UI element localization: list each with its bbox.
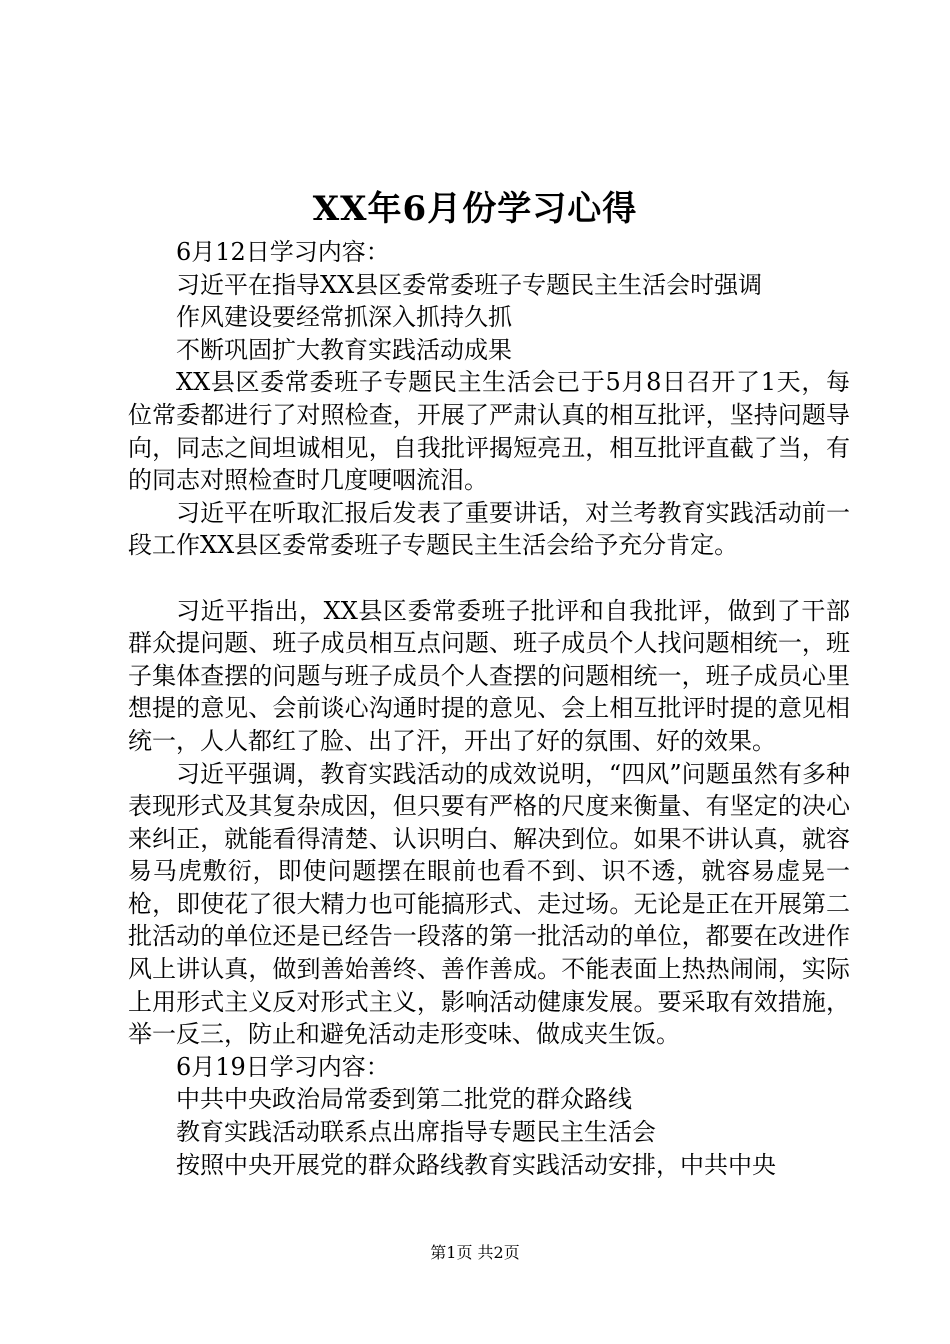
page-number: 第1页 共2页 <box>430 1243 520 1262</box>
body-paragraph: 习近平在听取汇报后发表了重要讲话，对兰考教育实践活动前一段工作XX县区委常委班子专题民主生活会给予充分肯定。 <box>128 498 850 560</box>
headline-line-3: 不断巩固扩大教育实践活动成果 <box>176 335 512 364</box>
body-paragraph: 习近平强调，教育实践活动的成效说明，“四风”问题虽然有多种表现形式及其复杂成因，但只要有严格的尺度来衡量、有坚定的决心来纠正，就能看得清楚、认识明白、解决到位。如果不讲认真，就容易马虎敷衍，即使问题摆在眼前也看不到、识不透，就容易虚晃一枪，即使花了很大精力也可能搞形式、走过场。无论是正在开展第二批活动的单位还是已经告一段落的第一批活动的单位，都要在改进作风上讲认真，做到善始善终、善作善成。不能表面上热热闹闹，实际上用形式主义反对形式主义，影响活动健康发展。要采取有效措施，举一反三，防止和避免活动走形变味、做成夹生饭。 <box>128 759 850 1049</box>
body-paragraph: 按照中央开展党的群众路线教育实践活动安排，中共中央 <box>176 1150 776 1179</box>
body-paragraph: XX县区委常委班子专题民主生活会已于5月8日召开了1天，每位常委都进行了对照检查，开展了严肃认真的相互批评，坚持问题导向，同志之间坦诚相见，自我批评揭短亮丑，相互批评直截了当，有的同志对照检查时几度哽咽流泪。 <box>128 368 850 495</box>
document-title: XX年6月份学习心得 <box>312 189 638 229</box>
headline-line-1: 中共中央政治局常委到第二批党的群众路线 <box>176 1085 632 1114</box>
headline-line-2: 作风建设要经常抓深入抓持久抓 <box>176 303 512 332</box>
headline-line-2: 教育实践活动联系点出席指导专题民主生活会 <box>176 1118 656 1147</box>
document-body <box>128 236 850 1181</box>
headline-line-1: 习近平在指导XX县区委常委班子专题民主生活会时强调 <box>176 270 763 299</box>
section-heading-june-19: 6月19日学习内容： <box>176 1052 390 1081</box>
blank-line <box>128 562 850 595</box>
body-paragraph: 习近平指出，XX县区委常委班子批评和自我批评，做到了干部群众提问题、班子成员相互点问题、班子成员个人找问题相统一，班子集体查摆的问题与班子成员个人查摆的问题相统一，班子成员心里想提的意见、会前谈心沟通时提的意见、会上相互批评时提的意见相统一，人人都红了脸、出了汗，开出了好的氛围、好的效果。 <box>128 596 850 755</box>
section-heading-june-12: 6月12日学习内容： <box>176 238 390 266</box>
